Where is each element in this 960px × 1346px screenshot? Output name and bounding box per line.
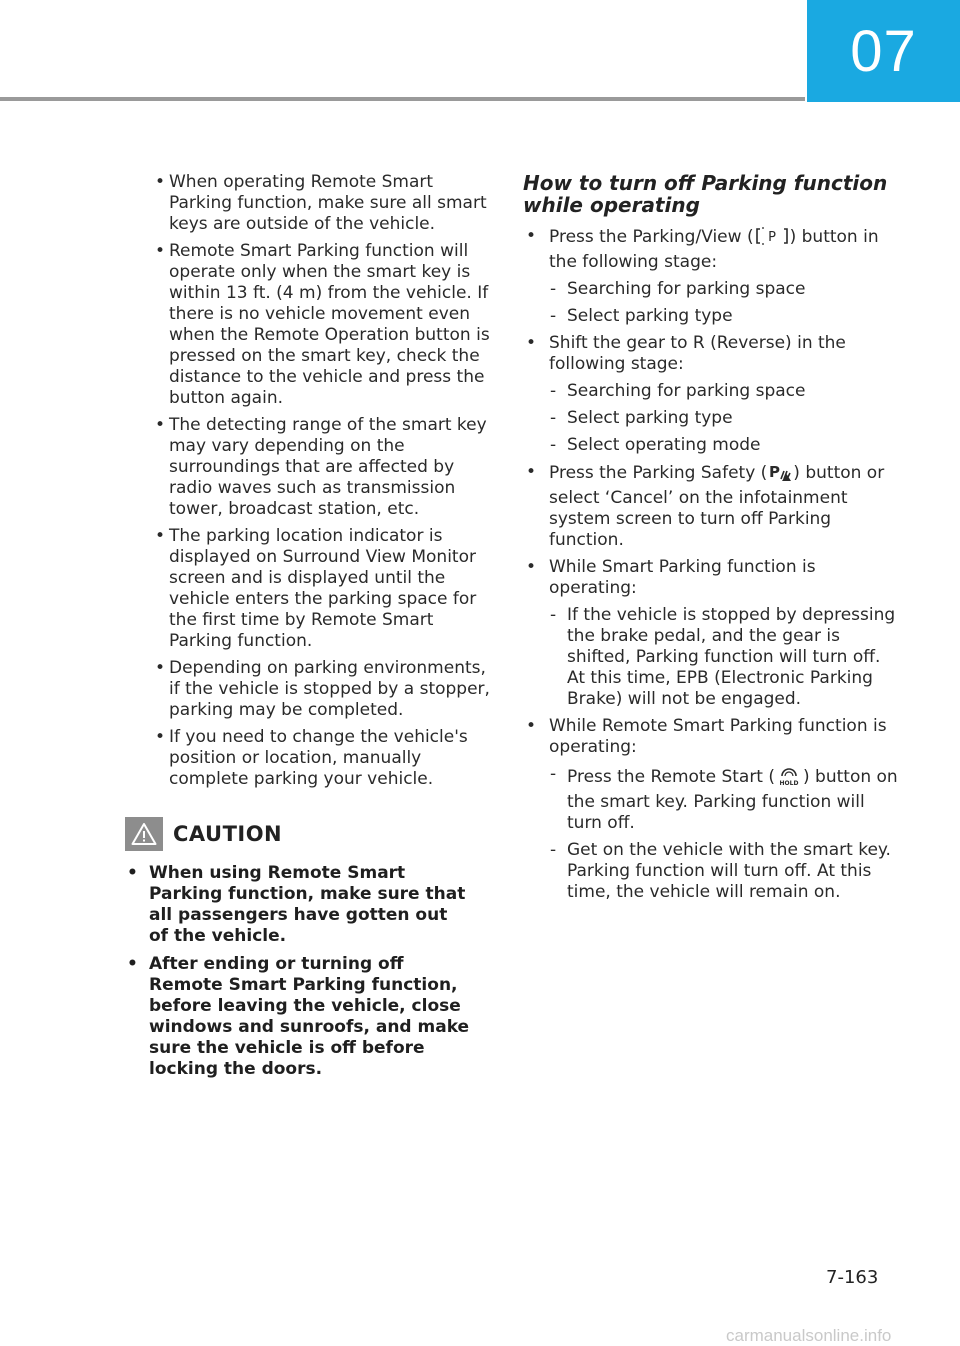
- sub-text: ) button on the smart key. Parking function will turn off.: [567, 767, 898, 833]
- sub-item: - Select parking type: [549, 306, 898, 327]
- footer-watermark: carmanualsonline.info: [726, 1326, 892, 1345]
- sub-item: - Select operating mode: [549, 435, 898, 456]
- step-item: [523, 226, 898, 327]
- caution-item: • When using Remote Smart Parking function, make sure that all passengers have gotten out of the vehicle.: [125, 863, 470, 947]
- note-item: • If you need to change the vehicle's position or location, manually complete parking your vehicle.: [153, 727, 498, 790]
- left-column: [149, 172, 498, 1087]
- svg-text:P: P: [769, 463, 781, 481]
- sub-text: Press the Remote Start (: [567, 767, 776, 787]
- warning-triangle-icon: [125, 817, 163, 851]
- svg-text:P: P: [767, 230, 776, 245]
- step-text: While Smart Parking function is operating:: [549, 557, 816, 598]
- sub-item: - Get on the vehicle with the smart key. Parking function will turn off. At this time, the vehicle will remain on.: [549, 840, 898, 903]
- remote-start-hold-icon: [776, 764, 802, 792]
- section-title: How to turn off Parking function while operating: [523, 171, 888, 217]
- sub-list: [549, 605, 898, 710]
- step-text: Press the Parking Safety (: [549, 463, 768, 483]
- note-item: • Depending on parking environments, if the vehicle is stopped by a stopper, parking may be completed.: [153, 658, 498, 721]
- page-number: 7-163: [826, 1267, 879, 1288]
- step-item: [523, 333, 898, 456]
- step-text: While Remote Smart Parking function is operating:: [549, 716, 887, 757]
- caution-header: [125, 817, 498, 851]
- sub-item: [549, 764, 898, 834]
- step-text: Press the Parking/View (: [549, 227, 754, 247]
- caution-item: • After ending or turning off Remote Smart Parking function, before leaving the vehicle, close windows and sunroofs, and make sure the vehicle is off before locking the doors.: [125, 954, 470, 1080]
- step-item: [523, 557, 898, 710]
- header-rule: [0, 97, 805, 101]
- turn-off-steps: [523, 226, 898, 903]
- hold-text: HOLD: [779, 780, 799, 786]
- right-column: [523, 172, 898, 909]
- note-item: • Remote Smart Parking function will operate only when the smart key is within 13 ft. (4 m) from the vehicle. If there is no vehicle movement even when the Remote Operation button is pressed on the smart key, check the distance to the vehicle and press the button again.: [153, 241, 498, 409]
- sub-item: - Select parking type: [549, 408, 898, 429]
- caution-list: [125, 863, 470, 1080]
- sub-list: [549, 764, 898, 903]
- sub-item: - If the vehicle is stopped by depressing the brake pedal, and the gear is shifted, Parking function will turn off. At this time, EPB (Electronic Parking Brake) will not be engaged.: [549, 605, 898, 710]
- sub-item: - Searching for parking space: [549, 381, 898, 402]
- parking-view-icon: [755, 226, 789, 252]
- caution-label: CAUTION: [173, 822, 283, 846]
- note-item: • The detecting range of the smart key may vary depending on the surroundings that are affected by radio waves such as transmission tower, broadcast station, etc.: [153, 415, 498, 520]
- chapter-tab: [807, 0, 960, 102]
- note-item: • When operating Remote Smart Parking function, make sure all smart keys are outside of the vehicle.: [153, 172, 498, 235]
- step-text: ) button in the following stage:: [549, 227, 879, 272]
- step-text: ) button or select ‘Cancel’ on the infotainment system screen to turn off Parking function.: [549, 463, 885, 550]
- notes-list: [153, 172, 498, 790]
- step-item: [523, 462, 898, 551]
- sub-list: [549, 381, 898, 456]
- parking-safety-icon: [768, 462, 792, 488]
- sub-list: [549, 279, 898, 327]
- note-item: • The parking location indicator is displayed on Surround View Monitor screen and is displayed until the vehicle enters the parking space for the first time by Remote Smart Parking function.: [153, 526, 498, 652]
- step-item: [523, 716, 898, 903]
- step-text: Shift the gear to R (Reverse) in the following stage:: [549, 333, 846, 374]
- sub-item: - Searching for parking space: [549, 279, 898, 300]
- chapter-number: 07: [850, 18, 917, 84]
